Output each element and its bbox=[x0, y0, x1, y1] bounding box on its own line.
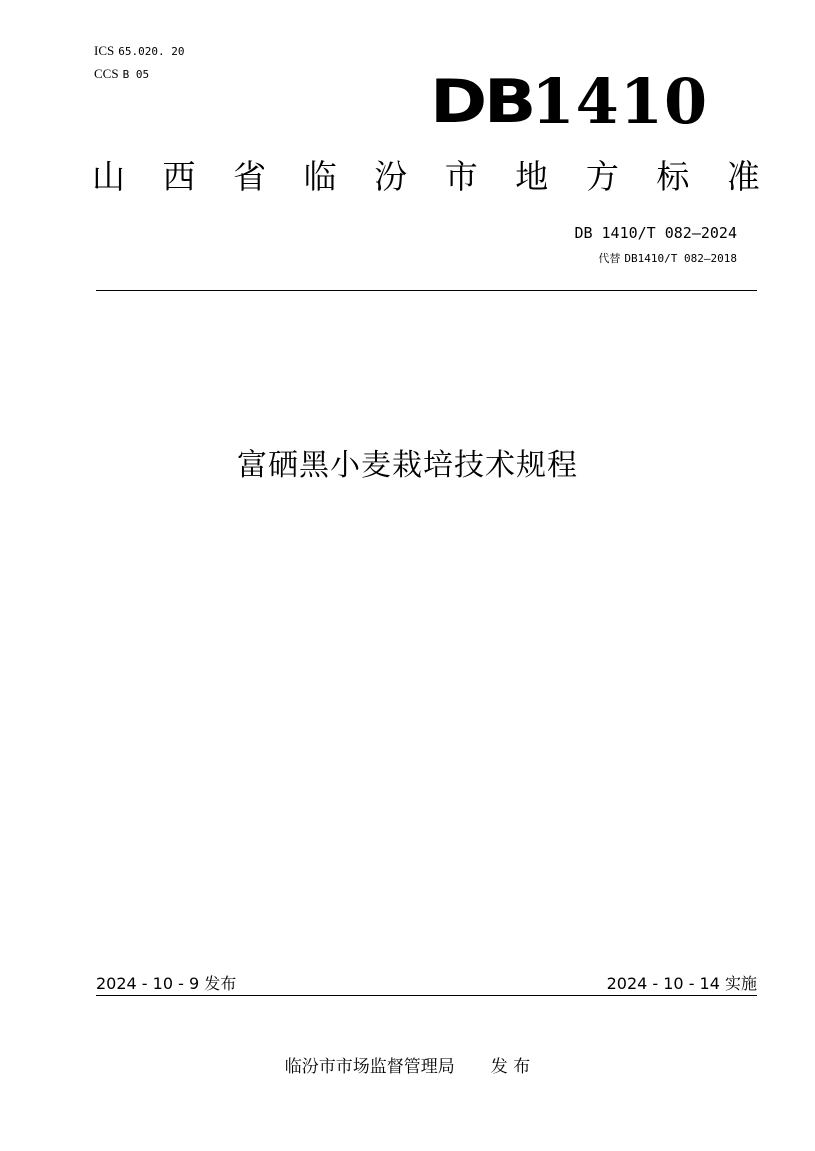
standard-number: DB 1410/T 082—2024 bbox=[574, 224, 737, 242]
standard-type-char: 山 bbox=[92, 157, 125, 196]
replaces-prefix: 代替 bbox=[598, 252, 621, 265]
standard-type-char: 方 bbox=[585, 157, 619, 196]
issuer-org: 临汾市市场监督管理局 bbox=[284, 1057, 455, 1077]
header-divider bbox=[96, 290, 757, 291]
document-title: 富硒黑小麦栽培技术规程 bbox=[237, 448, 578, 483]
standard-type-char: 准 bbox=[726, 157, 760, 196]
ccs-label: CCS bbox=[94, 66, 119, 81]
ccs-value: B 05 bbox=[122, 68, 150, 81]
standard-type-char: 省 bbox=[233, 157, 267, 196]
ics-line bbox=[94, 40, 184, 63]
footer-divider bbox=[96, 995, 757, 996]
publish-date: 2024 - 10 - 9 发布 bbox=[96, 974, 237, 993]
standard-type-heading bbox=[92, 152, 760, 202]
standard-type-char: 汾 bbox=[374, 157, 408, 196]
db-logo-letters: DB bbox=[430, 67, 533, 137]
standard-type-char: 地 bbox=[515, 157, 549, 196]
replaces-code: DB1410/T 082—2018 bbox=[624, 252, 737, 265]
issuer-action: 发 布 bbox=[490, 1057, 531, 1077]
ics-value: 65.020. 20 bbox=[118, 45, 185, 58]
issuer-line bbox=[0, 1052, 815, 1077]
ics-label: ICS bbox=[94, 43, 115, 58]
replaces-note bbox=[598, 250, 737, 266]
standard-type-char: 市 bbox=[444, 157, 478, 196]
db-logo-number: 1410 bbox=[531, 65, 709, 138]
standard-type-char: 西 bbox=[162, 157, 196, 196]
implement-date: 2024 - 10 - 14 实施 bbox=[606, 974, 757, 993]
ccs-line bbox=[94, 63, 184, 86]
db-logo bbox=[430, 62, 708, 142]
standard-type-char: 标 bbox=[656, 157, 690, 196]
standard-type-char: 临 bbox=[303, 157, 337, 196]
classification-codes bbox=[94, 40, 184, 86]
